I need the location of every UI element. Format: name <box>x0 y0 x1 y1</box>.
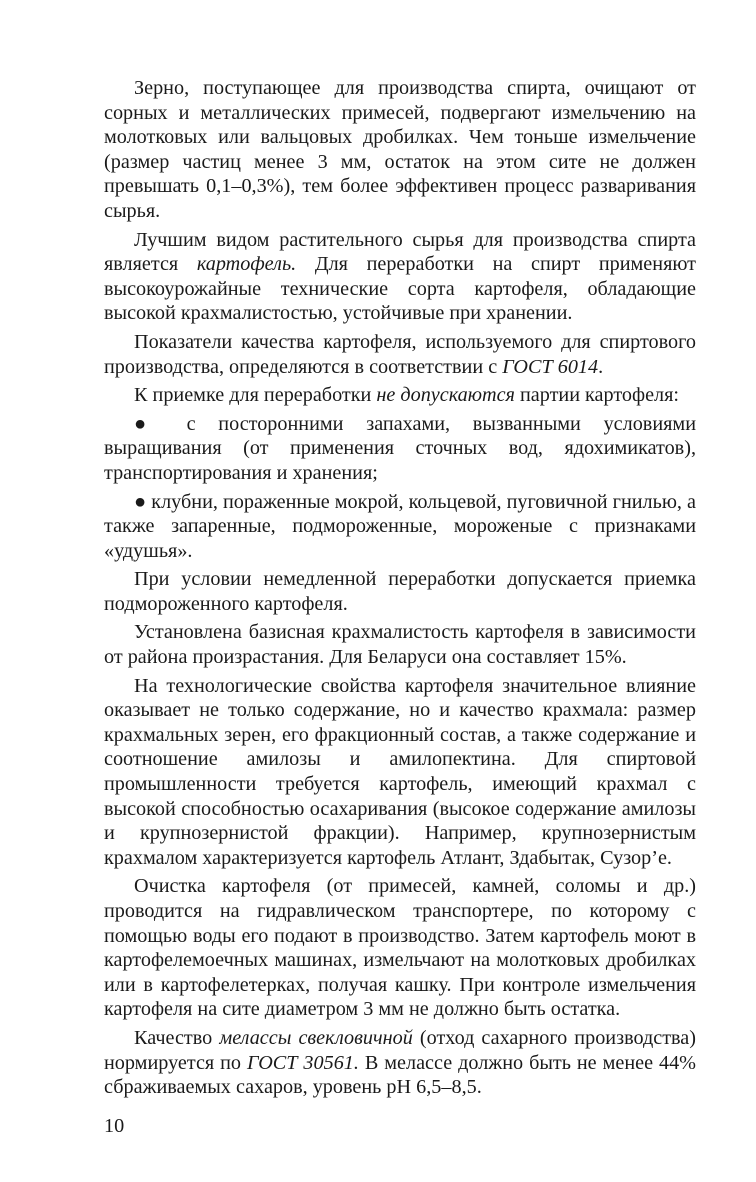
text-run: (отход сахарного производства) нормируется по <box>104 1026 696 1074</box>
text-run: партии картофеля: <box>514 384 679 407</box>
text-run: Для переработки на спирт применяют высокоурожайные технические сорта картофеля, обладающие высокой крахмалистостью, устойчивые при хранении. <box>104 253 696 325</box>
paragraph <box>104 567 696 616</box>
paragraph <box>104 1026 696 1100</box>
text-run: К приемке для переработки <box>134 384 377 407</box>
italic-term: ГОСТ 6014 <box>502 355 599 378</box>
paragraph <box>104 674 696 871</box>
page-number: 10 <box>104 1115 125 1137</box>
text-run: В мелассе должно быть не менее 44% сбраживаемых сахаров, уровень рН 6,5–8,5. <box>104 1051 696 1099</box>
text-run: На технологические свойства картофеля значительное влияние оказывает не только содержание, но и качество крахмала: размер крахмальных зерен, его фракционный состав, а также содержание и соотношение амилозы и амилопектина. Для спиртовой промышленности требуется картофель, имеющий крахмал с высокой способностью осахаривания (высокое содержание амилозы и крупнозернистой фракции). Например, крупнозернистым крахмалом характеризуется картофель Атлант, Здабытак, Сузор’е. <box>104 674 696 869</box>
text-run: Очистка картофеля (от примесей, камней, соломы и др.) проводится на гидравлическом транспортере, по которому с помощью воды его подают в производство. Затем картофель моют в картофелемоечных машинах, измельчают на молотковых дробилках или в картофелетерках, получая кашку. При контроле измельчения картофеля на сите диаметром 3 мм не должно быть остатка. <box>104 875 696 1021</box>
italic-term: ГОСТ 30561. <box>246 1051 359 1074</box>
paragraph <box>104 874 696 1022</box>
paragraph <box>104 383 696 408</box>
text-run: ● с посторонними запахами, вызванными условиями выращивания (от применения сточных вод, ядохимикатов), транспортирования и хранения; <box>104 412 696 484</box>
text-run: Лучшим видом растительного сырья для производства спирта является <box>104 228 696 276</box>
text-run: Качество <box>134 1026 220 1049</box>
paragraph <box>104 490 696 564</box>
text-run: Показатели качества картофеля, используемого для спиртового производства, определяются в соответствии с <box>104 330 696 378</box>
paragraph <box>104 620 696 669</box>
body-text <box>104 76 696 1104</box>
italic-term: не допускаются <box>376 384 515 407</box>
text-run: Установлена базисная крахмалистость картофеля в зависимости от района произрастания. Для Беларуси она составляет 15%. <box>104 621 696 669</box>
paragraph <box>104 412 696 486</box>
text-run: . <box>598 355 604 378</box>
paragraph <box>104 330 696 379</box>
text-run: При условии немедленной переработки допускается приемка подмороженного картофеля. <box>104 568 696 615</box>
paragraph <box>104 76 696 224</box>
text-run: ● клубни, пораженные мокрой, кольцевой, пуговичной гнилью, а также запаренные, подмороженные, мороженые с признаками «удушья». <box>104 490 696 562</box>
text-run: Зерно, поступающее для производства спирта, очищают от сорных и металлических примесей, подвергают измельчению на молотковых или вальцовых дробилках. Чем тоньше измельчение (размер частиц менее 3 мм, остаток на этом сите не должен превышать 0,1–0,3%), тем более эффективен процесс разваривания сырья. <box>104 77 696 222</box>
italic-term: картофель. <box>196 253 297 276</box>
paragraph <box>104 228 696 326</box>
italic-term: мелассы свекловичной <box>219 1026 413 1049</box>
